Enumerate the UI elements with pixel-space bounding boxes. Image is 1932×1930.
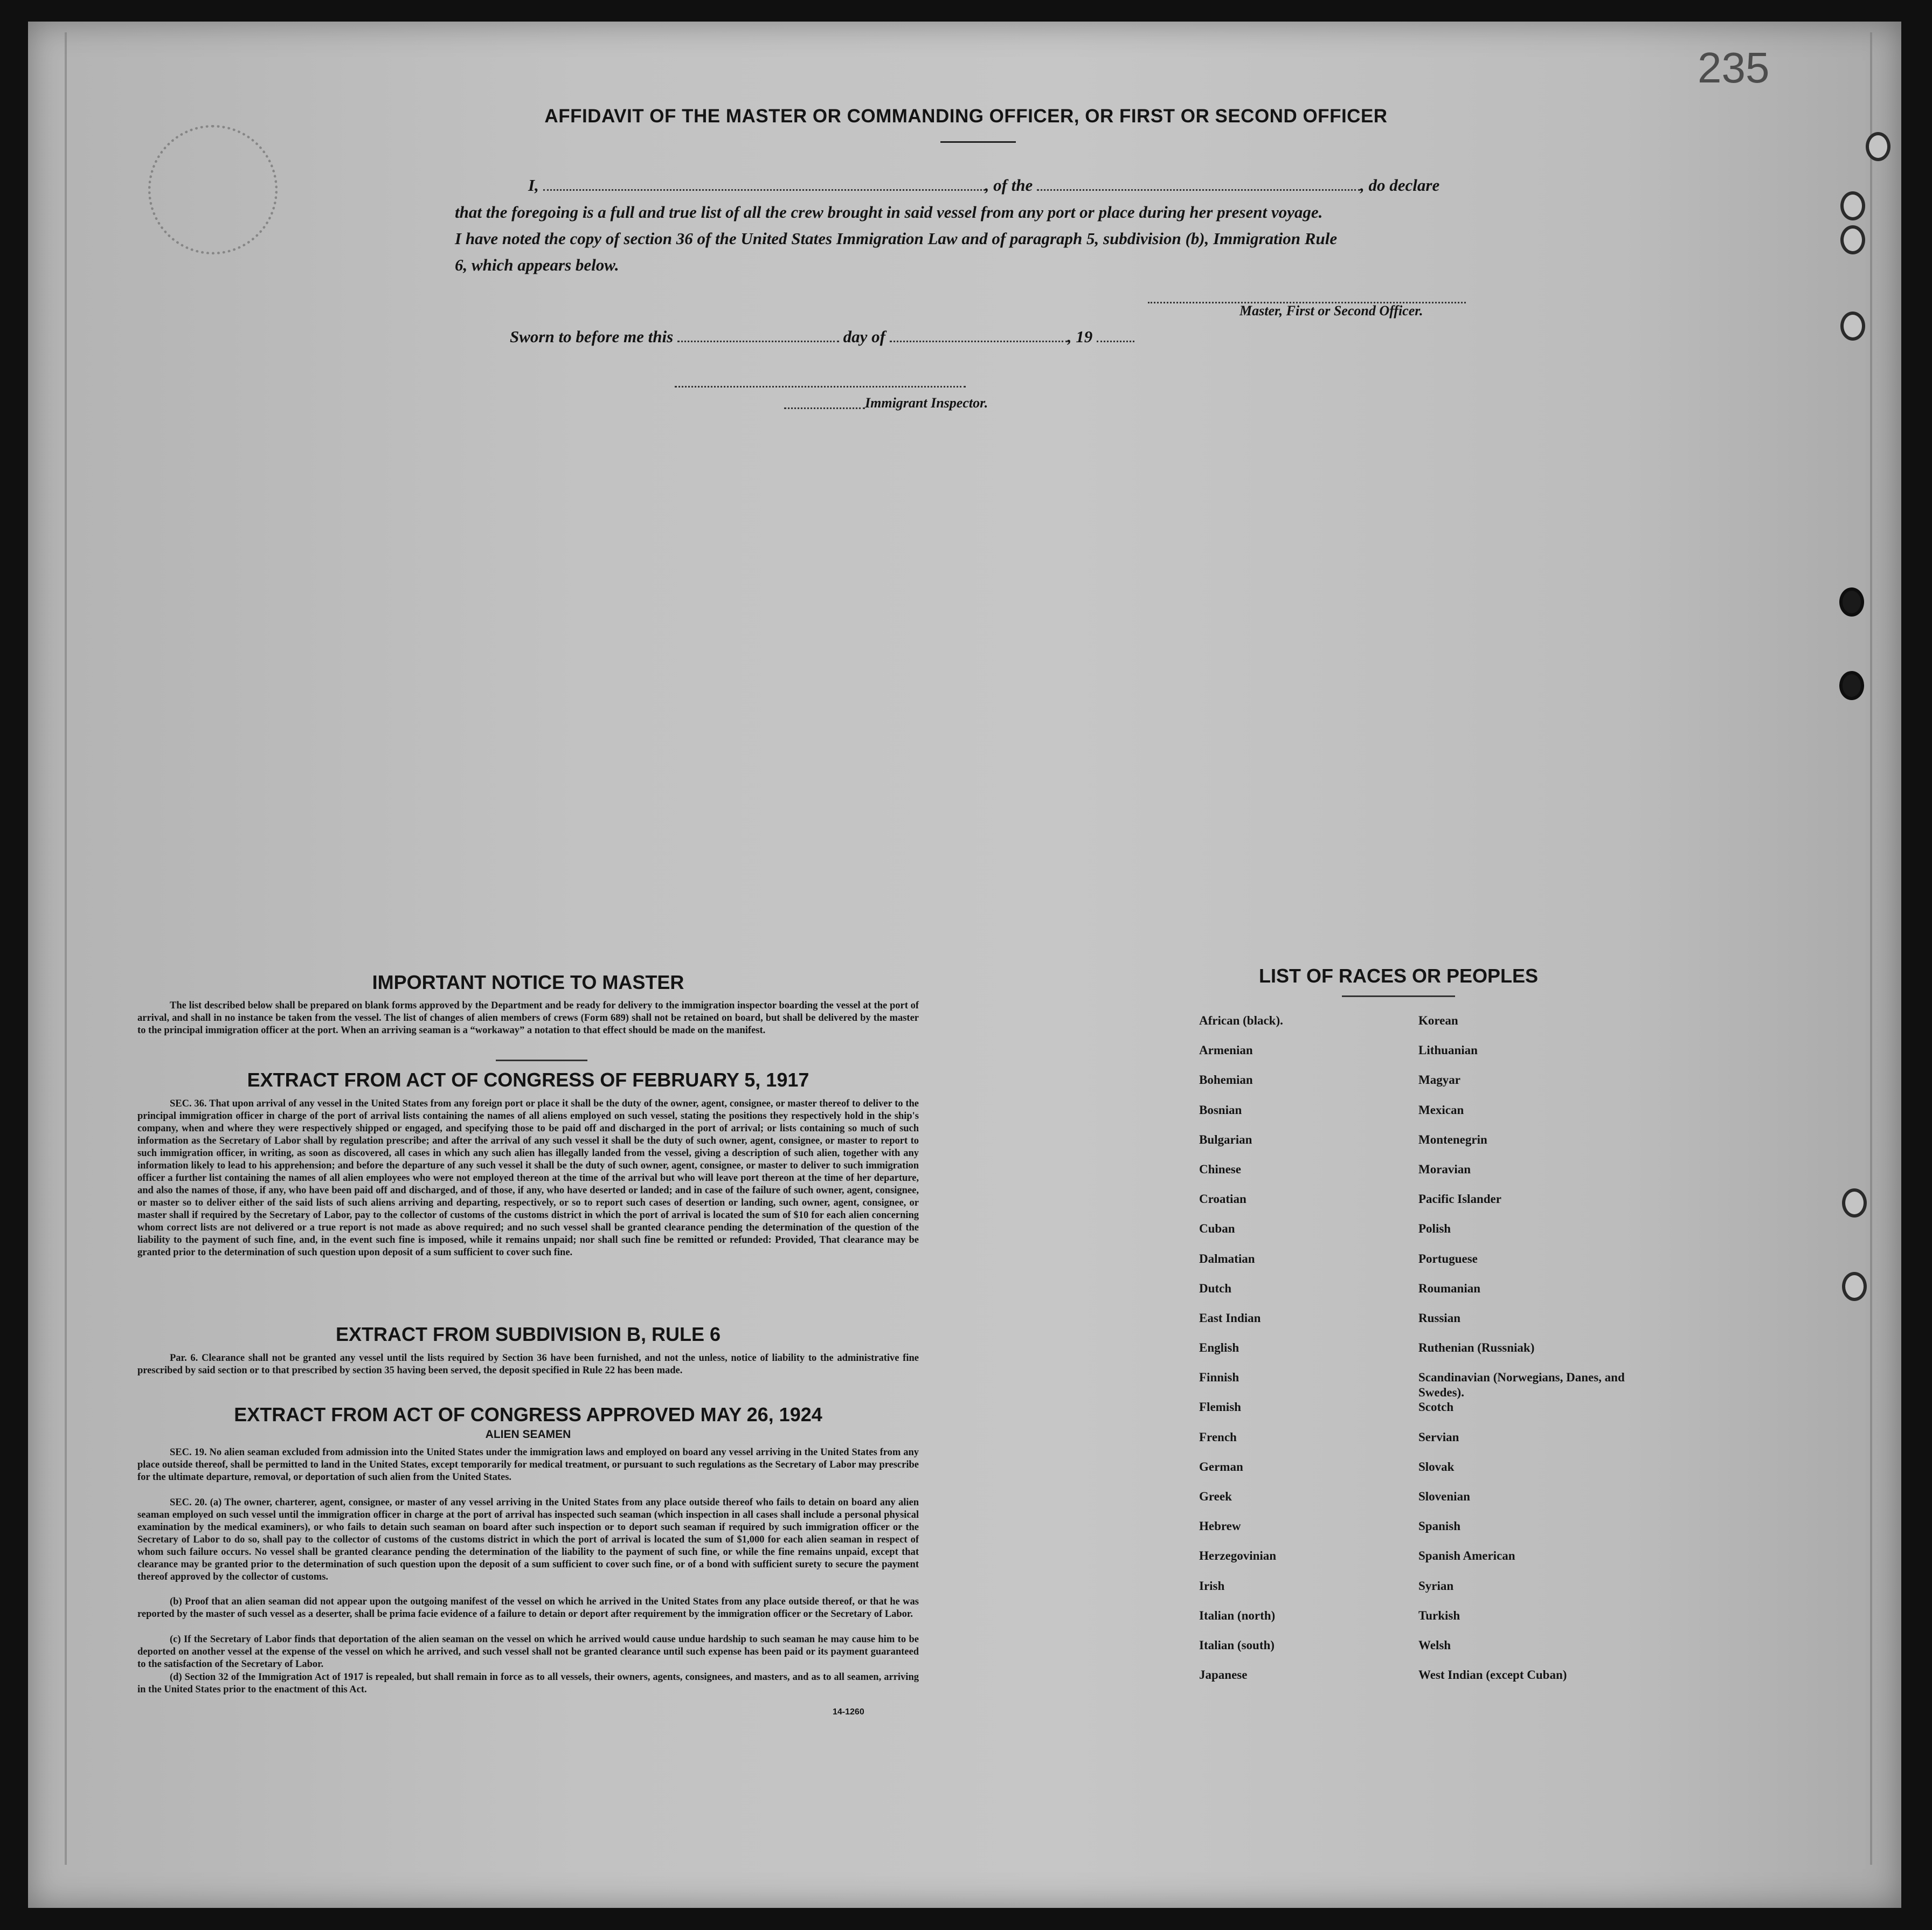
race-item: Flemish <box>1199 1400 1241 1414</box>
affidavit-text-line: I have noted the copy of section 36 of the United States Immigration Law and of paragraph 5, subdivision (b), Immigration Rule <box>455 229 1338 248</box>
race-item: Slovenian <box>1418 1490 1470 1503</box>
race-item: Bulgarian <box>1199 1132 1252 1146</box>
notice-text: The list described below shall be prepared on blank forms approved by the Department and be ready for delivery to the immigration inspector boarding the vessel at the port of arrival, and shall in no instance be taken from the vessel. The list of changes of alien members of crews (Form 689) shall not be retained on board, but shall be delivered by the master to the principal immigration officer at the port. When an arriving seaman is a “workaway” a notation to that effect should be made on the manifest. <box>137 1000 919 1036</box>
rule-6-heading: EXTRACT FROM SUBDIVISION B, RULE 6 <box>335 1323 721 1345</box>
race-item: Magyar <box>1418 1073 1460 1087</box>
affidavit-declaration-line <box>455 176 1439 195</box>
declarant-label: I, <box>528 176 539 195</box>
races-heading: LIST OF RACES OR PEOPLES <box>1258 965 1539 987</box>
inspector-caption: Immigrant Inspector. <box>865 395 988 411</box>
race-item: Montenegrin <box>1418 1132 1487 1146</box>
race-item: Ruthenian (Russniak) <box>1418 1341 1535 1355</box>
race-item: Croatian <box>1199 1192 1247 1206</box>
alien-seamen-subheading: ALIEN SEAMEN <box>485 1428 571 1441</box>
sworn-line <box>510 327 1134 347</box>
race-item: Japanese <box>1199 1668 1248 1682</box>
race-item: East Indian <box>1199 1311 1261 1325</box>
race-item: Moravian <box>1418 1162 1471 1176</box>
act-1924-sec20b-text: (b) Proof that an alien seaman did not appear upon the outgoing manifest of the vessel on which he arrived in the United States from any place outside thereof, or that he was reported by the master of such vessel as a deserter, shall be prima facie evidence of a failure to detain or deport after requirement by the immigration officer or the Secretary of Labor. <box>137 1596 919 1620</box>
section-divider <box>496 1060 587 1061</box>
master-caption: Master, First or Second Officer. <box>1239 303 1423 319</box>
race-item: Turkish <box>1418 1608 1460 1622</box>
race-item: Greek <box>1199 1490 1232 1503</box>
race-item: Welsh <box>1418 1638 1451 1652</box>
of-the-label: , of the <box>985 176 1033 195</box>
act-1924-sec20d-text: (d) Section 32 of the Immigration Act of 1917 is repealed, but shall remain in force as to all vessels, their owners, agents, consignees, and masters, and as to all seamen, arriving in the United States prior to the enactment of this Act. <box>137 1672 919 1695</box>
race-item: West Indian (except Cuban) <box>1418 1668 1567 1682</box>
binder-hole <box>1840 225 1865 254</box>
race-item: Dutch <box>1199 1281 1232 1295</box>
race-item: English <box>1199 1341 1239 1355</box>
declarant-name-field[interactable] <box>543 176 985 191</box>
binder-hole <box>1842 1272 1867 1301</box>
sworn-month-field[interactable] <box>890 328 1068 342</box>
binder-hole <box>1840 312 1865 341</box>
year-prefix-label: , 19 <box>1067 327 1093 346</box>
race-item: Chinese <box>1199 1162 1241 1176</box>
affidavit-text-line: that the foregoing is a full and true list of all the crew brought in said vessel from any port or place during her present voyage. <box>455 203 1323 222</box>
affidavit-title: AFFIDAVIT OF THE MASTER OR COMMANDING OFFICER, OR FIRST OR SECOND OFFICER <box>544 106 1388 127</box>
day-of-label: day of <box>843 327 885 346</box>
race-item: Mexican <box>1418 1103 1464 1117</box>
race-item: French <box>1199 1430 1237 1444</box>
act-1917-sec36-text: SEC. 36. That upon arrival of any vessel in the United States from any foreign port or place it shall be the duty of the owner, agent, consignee, or master thereof to deliver to the principal immigration officer in charge of the port of arrival lists containing the names of all aliens employed on such vessel, stating the positions they respectively hold in the ship's company, when and where they were respectively shipped or engaged, and specifying those to be paid off and discharged in the port of arrival; or lists containing so much of such information as the Secretary of Labor shall by regulation prescribe; and after the arrival of any such vessel it shall be the duty of such owner, agent, consignee, or master to report to such immigration officer, in writing, as soon as discovered, all cases in which any such alien has illegally landed from the vessel, giving a description of such alien, together with any information likely to lead to his apprehension; and before the departure of any such vessel it shall be the duty of such owner, agent, consignee, or master to deliver to such immigration officer a further list containing the names of all alien employees who were not employed thereon at the time of the arrival but who will leave port thereon at the time of her departure, and also the names of those, if any, who have been paid off and discharged, and of those, if any, who have deserted or landed; and in case of the failure of such owner, agent, consignee, or master so to deliver either of the said lists of such aliens arriving and departing, respectively, or so to report such cases of desertion or landing, such owner, agent, consignee, or master shall if required by the Secretary of Labor, pay to the collector of customs of the customs district in which the port of arrival is located the sum of $10 for each alien concerning whom correct lists are not delivered or a true report is not made as above required; and no such vessel shall be granted clearance pending the determination of the question of the liability to the payment of such fine, and, in the event such fine is imposed, while it remains unpaid; nor shall such fine be remitted or refunded: Provided, That clearance may be granted prior to the determination of such question upon deposit of a sum sufficient to cover such fine. <box>137 1098 919 1258</box>
race-item: African (black). <box>1199 1014 1283 1027</box>
race-item: Russian <box>1418 1311 1460 1325</box>
race-item: Armenian <box>1199 1043 1253 1057</box>
rule-6-text: Par. 6. Clearance shall not be granted any vessel until the lists required by Section 36 have been furnished, and not the unless, notice of liability to the administrative fine prescribed by said section or to that prescribed by section 35 having been served, the deposit specified in Rule 22 has been made. <box>137 1353 919 1376</box>
race-item: Syrian <box>1418 1579 1454 1593</box>
race-item: Pacific Islander <box>1418 1192 1501 1206</box>
race-item: Servian <box>1418 1430 1459 1444</box>
race-item: Bohemian <box>1199 1073 1253 1087</box>
race-item: Hebrew <box>1199 1519 1241 1533</box>
page-number: 235 <box>1698 44 1770 92</box>
race-item: Polish <box>1418 1222 1451 1236</box>
race-item: Scotch <box>1418 1400 1454 1414</box>
act-1924-sec20a-text: SEC. 20. (a) The owner, charterer, agent, consignee, or master of any vessel arriving in the United States from any place outside thereof who fails to detain on board any alien seaman employed on such vessel until the immigration officer in charge at the port of arrival has inspected such seaman (which inspection in all cases shall include a personal physical examination by the medical examiners), or who fails to detain such seaman on board after such inspection or to deport such seaman if required by such immigration officer or the Secretary of Labor to do so, shall pay to the collector of customs of the customs district in which the port of arrival is located the sum of $1,000 for each alien seaman in respect of whom such failure occurs. No vessel shall be granted clearance pending the determination of the liability to the payment of such fine, or while the fine remains unpaid, except that clearance may be granted prior to the determination of such question upon the deposit of a sum sufficient to cover such fine, or of a bond with sufficient surety to secure the payment thereof approved by the collector of customs. <box>137 1497 919 1582</box>
vessel-name-field[interactable] <box>1037 176 1360 191</box>
inspector-signature-field[interactable] <box>675 386 966 388</box>
form-number: 14-1260 <box>833 1707 864 1717</box>
race-item: Korean <box>1418 1014 1458 1027</box>
race-item: Cuban <box>1199 1222 1235 1236</box>
sworn-label: Sworn to before me this <box>510 327 674 346</box>
race-item: Bosnian <box>1199 1103 1242 1117</box>
seal-stamp <box>148 125 278 254</box>
race-item: Portuguese <box>1418 1251 1478 1265</box>
race-item: Spanish <box>1418 1519 1461 1533</box>
binder-hole <box>1839 587 1864 617</box>
binder-hole <box>1842 1188 1867 1218</box>
act-1917-heading: EXTRACT FROM ACT OF CONGRESS OF FEBRUARY 5, 1917 <box>247 1069 809 1091</box>
races-right-column <box>1418 1013 1645 1697</box>
inspector-caption-line <box>784 407 865 409</box>
binder-hole <box>1866 132 1891 161</box>
race-item: Italian (north) <box>1199 1608 1276 1622</box>
races-underline <box>1342 995 1455 997</box>
race-item: Herzegovinian <box>1199 1549 1277 1563</box>
act-1924-sec19-text: SEC. 19. No alien seaman excluded from admission into the United States under the immigration laws and employed on board any vessel arriving in the United States from any place outside thereof, shall be permitted to land in the United States, except temporarily for medical treatment, or pursuant to such regulations as the Secretary of Labor may prescribe for the ultimate departure, removal, or deportation of such alien from the United States. <box>137 1447 919 1483</box>
do-declare-label: , do declare <box>1360 176 1440 195</box>
act-1924-heading: EXTRACT FROM ACT OF CONGRESS APPROVED MAY 26, 1924 <box>234 1403 822 1426</box>
affidavit-text-line: 6, which appears below. <box>455 255 619 274</box>
race-item: Irish <box>1199 1579 1225 1593</box>
race-item: Dalmatian <box>1199 1251 1255 1265</box>
page-edge-line <box>65 32 67 1865</box>
race-item: Scandinavian (Norwegians, Danes, and Swedes). <box>1418 1371 1625 1400</box>
sworn-year-field[interactable] <box>1097 328 1134 342</box>
race-item: Lithuanian <box>1418 1043 1478 1057</box>
race-item: Spanish American <box>1418 1549 1515 1563</box>
race-item: Italian (south) <box>1199 1638 1275 1652</box>
races-left-column <box>1199 1013 1415 1697</box>
binder-hole <box>1839 671 1864 700</box>
race-item: German <box>1199 1459 1243 1474</box>
title-underline <box>940 141 1016 143</box>
notice-heading: IMPORTANT NOTICE TO MASTER <box>372 971 684 993</box>
race-item: Finnish <box>1199 1371 1239 1385</box>
page-edge-line <box>1870 32 1872 1865</box>
race-item: Roumanian <box>1418 1281 1481 1295</box>
act-1924-sec20c-text: (c) If the Secretary of Labor finds that deportation of the alien seaman on the vessel on which he arrived would cause undue hardship to such seaman he may cause him to be deported on another vessel at the expense of the vessel on which he arrived, and such vessel shall not be granted clearance until such expense has been paid or its payment guaranteed to the satisfaction of the Secretary of Labor. <box>137 1634 919 1670</box>
sworn-day-field[interactable] <box>677 328 839 342</box>
binder-hole <box>1840 191 1865 220</box>
race-item: Slovak <box>1418 1459 1455 1474</box>
